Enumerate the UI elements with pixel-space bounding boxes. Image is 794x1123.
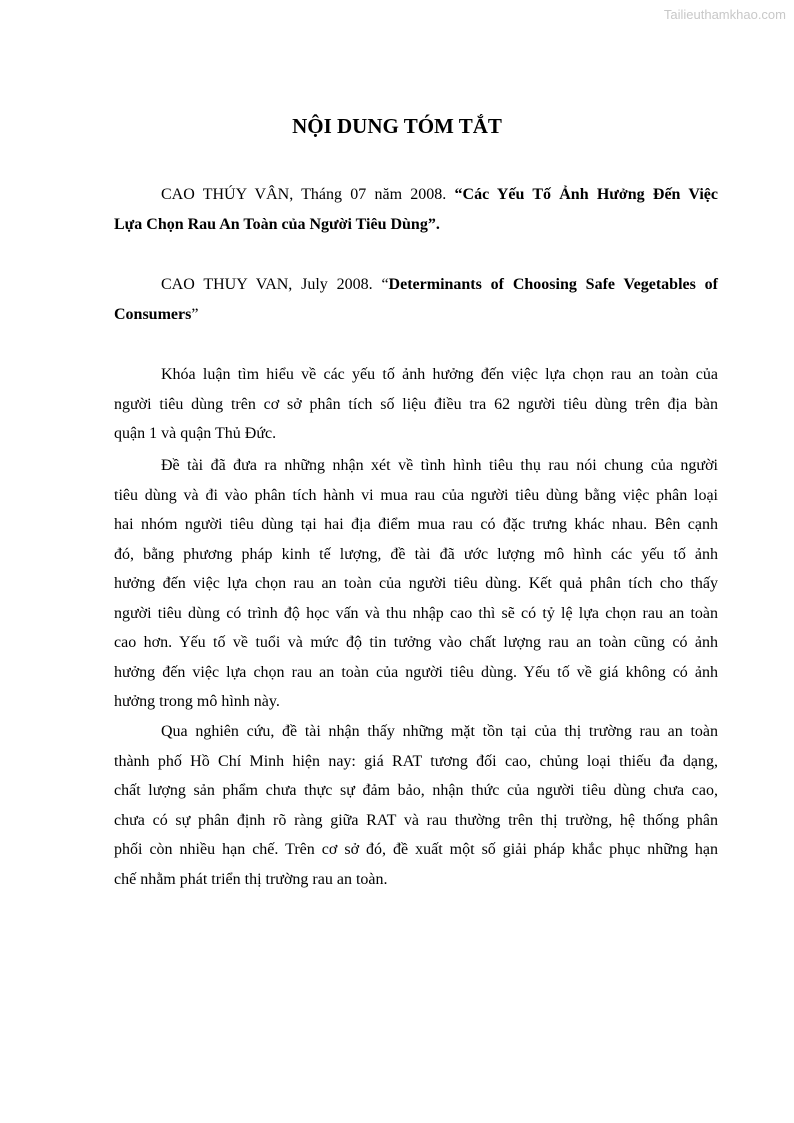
citation-vn-title-part-1: “Các Yếu Tố Ảnh Hưởng Đến Việc	[454, 186, 719, 203]
citation-vn-title-part-2: Lựa Chọn Rau An Toàn của Người Tiêu Dùng”.	[114, 215, 440, 233]
paragraph-line: hưởng trong mô hình này.	[114, 693, 280, 710]
paragraph-line: hưởng đến việc lựa chọn rau an toàn của người tiêu dùng. Kết quả phân tích cho thấy	[114, 575, 718, 592]
citation-en-author-date: CAO THUY VAN, July 2008. “	[161, 276, 389, 293]
paragraph-line: chất lượng sản phẩm chưa thực sự đảm bảo, nhận thức của người tiêu dùng chưa cao,	[114, 782, 718, 799]
paragraph-line: cao hơn. Yếu tố về tuổi và mức độ tin tưởng vào chất lượng rau an toàn cũng có ảnh	[114, 634, 718, 651]
paragraph-line: chế nhằm phát triển thị trường rau an toàn.	[114, 870, 388, 888]
paragraph-line: người tiêu dùng trên cơ sở phân tích số liệu điều tra 62 người tiêu dùng trên địa bàn	[114, 395, 718, 413]
citation-vn-line-2	[114, 210, 718, 240]
citation-vn-line-1	[114, 180, 718, 210]
paragraph-line: phối còn nhiều hạn chế. Trên cơ sở đó, đề xuất một số giải pháp khắc phục những hạn	[114, 841, 718, 858]
paragraph-line: Qua nghiên cứu, đề tài nhận thấy những mặt tồn tại của thị trường rau an toàn	[161, 723, 718, 740]
paragraph-line: tiêu dùng và đi vào phân tích hành vi mua rau của người tiêu dùng bằng việc phân loại	[114, 486, 718, 504]
citation-vn-author-date: CAO THÚY VÂN, Tháng 07 năm 2008.	[161, 186, 455, 203]
paragraph-line: Khóa luận tìm hiểu về các yếu tố ảnh hưởng đến việc lựa chọn rau an toàn của	[161, 366, 718, 383]
paragraph-3	[114, 717, 718, 894]
paragraph-line: Đề tài đã đưa ra những nhận xét về tình hình tiêu thụ rau nói chung của người	[161, 457, 718, 474]
paragraph-line: thành phố Hồ Chí Minh hiện nay: giá RAT tương đối cao, chủng loại thiếu đa dạng,	[114, 752, 718, 770]
paragraph-line: quận 1 và quận Thủ Đức.	[114, 425, 277, 442]
paragraph-line: hai nhóm người tiêu dùng tại hai địa điểm mua rau có đặc trưng khác nhau. Bên cạnh	[114, 516, 718, 533]
citation-english	[114, 270, 718, 329]
paragraph-line: chưa có sự phân định rõ ràng giữa RAT và rau thường trên thị trường, hệ thống phân	[114, 811, 718, 829]
citation-en-title-part-2: Consumers	[114, 305, 192, 323]
paragraph-line: người tiêu dùng có trình độ học vấn và thu nhập cao thì sẽ có tỷ lệ lựa chọn rau an toàn	[114, 604, 718, 622]
citation-en-line-2	[114, 300, 718, 330]
paragraph-2	[114, 451, 718, 717]
citation-vietnamese	[114, 180, 718, 239]
paragraph-line: đó, bằng phương pháp kinh tế lượng, đề tài đã ước lượng mô hình các yếu tố ảnh	[114, 545, 718, 563]
citation-en-closing-quote: ”	[191, 305, 199, 323]
paragraph-1	[114, 360, 718, 449]
citation-en-line-1	[114, 270, 718, 300]
paragraph-line: hưởng đến việc lựa chọn rau an toàn của người tiêu dùng. Yếu tố về giá không có ảnh	[114, 663, 718, 681]
page-title: NỘI DUNG TÓM TẮT	[292, 114, 502, 138]
watermark: Tailieuthamkhao.com	[663, 7, 786, 22]
citation-en-title-part-1: Determinants of Choosing Safe Vegetables of	[388, 276, 718, 293]
